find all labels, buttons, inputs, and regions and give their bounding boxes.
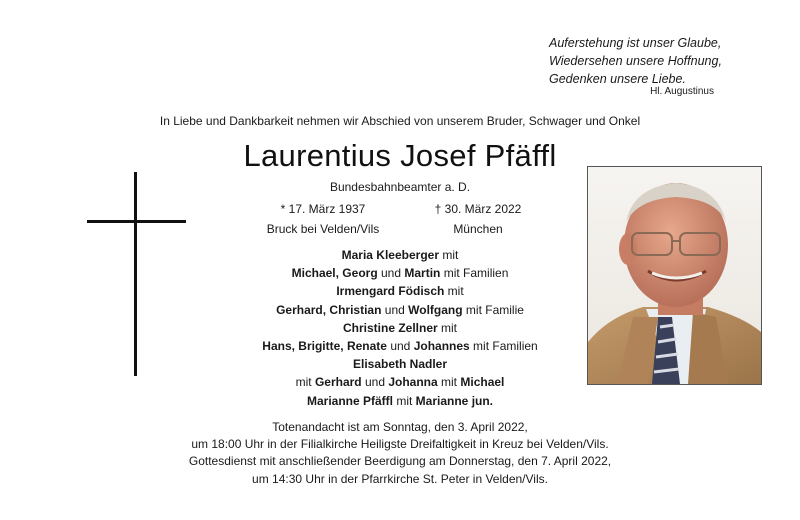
service-line: Totenandacht ist am Sonntag, den 3. April 2022,: [272, 420, 528, 434]
family-member-name: Maria Kleeberger: [341, 248, 440, 262]
family-member-name: Irmengard Födisch: [336, 284, 445, 299]
family-connector-text: mit: [295, 375, 315, 390]
family-member-name: Johannes: [413, 339, 470, 354]
death-place: München: [453, 222, 503, 236]
family-member-name: Elisabeth Nadler: [352, 357, 448, 372]
family-connector-text: mit: [439, 248, 459, 262]
family-member-line: [0, 392, 800, 410]
family-member-name: Gerhard, Christian: [276, 302, 382, 317]
quote-line: Gedenken unsere Liebe.: [549, 72, 686, 86]
cross-horizontal-bar: [87, 220, 186, 223]
service-line: um 14:30 Uhr in der Pfarrkirche St. Peter in Velden/Vils.: [252, 471, 548, 486]
family-member-name: Michael: [460, 375, 505, 390]
family-connector-text: mit: [444, 284, 464, 299]
death-date: † 30. März 2022: [434, 202, 522, 216]
service-line: um 18:00 Uhr in der Filialkirche Heiligste Dreifaltigkeit in Kreuz bei Velden/Vils.: [191, 437, 609, 452]
quote: [549, 34, 749, 88]
family-connector-text: mit: [437, 320, 458, 335]
family-member-name: Marianne Pfäffl: [306, 393, 393, 408]
family-connector-text: und: [386, 339, 414, 354]
service-info: [0, 419, 800, 488]
intro-text: In Liebe und Dankbarkeit nehmen wir Abschied von unserem Bruder, Schwager und Onkel: [159, 114, 641, 128]
family-member-name: Wolfgang: [408, 302, 463, 317]
family-member-name: Hans, Brigitte, Renate: [262, 339, 387, 354]
family-connector-text: mit: [437, 375, 461, 390]
deceased-name: Laurentius Josef Pfäffl: [243, 138, 557, 173]
family-connector-text: mit Familien: [440, 266, 509, 281]
family-connector-text: und: [381, 302, 409, 317]
family-member-name: Marianne jun.: [415, 393, 494, 408]
quote-line: Auferstehung ist unser Glaube,: [549, 36, 722, 50]
family-connector-text: und: [361, 375, 389, 390]
quote-line: Wiedersehen unsere Hoffnung,: [549, 54, 722, 68]
family-connector-text: mit: [393, 393, 416, 408]
deceased-profession: Bundesbahnbeamter a. D.: [329, 180, 471, 194]
birth-date: * 17. März 1937: [280, 202, 366, 216]
birth-info: [258, 199, 388, 239]
portrait-illustration: [588, 167, 761, 384]
family-member-name: Martin: [404, 266, 441, 281]
family-member-name: Johanna: [388, 375, 438, 390]
family-connector-text: mit Familien: [469, 339, 538, 354]
family-member-name: Michael, Georg: [291, 266, 378, 281]
family-connector-text: und: [377, 266, 405, 281]
family-member-name: Christine Zellner: [342, 320, 438, 335]
portrait-photo: [587, 166, 762, 385]
death-info: [413, 199, 543, 239]
family-connector-text: mit Familie: [462, 302, 524, 317]
birth-place: Bruck bei Velden/Vils: [266, 222, 380, 236]
quote-author: Hl. Augustinus: [650, 86, 714, 97]
service-line: Gottesdienst mit anschließender Beerdigung am Donnerstag, den 7. April 2022,: [188, 454, 612, 469]
family-member-name: Gerhard: [314, 375, 362, 390]
